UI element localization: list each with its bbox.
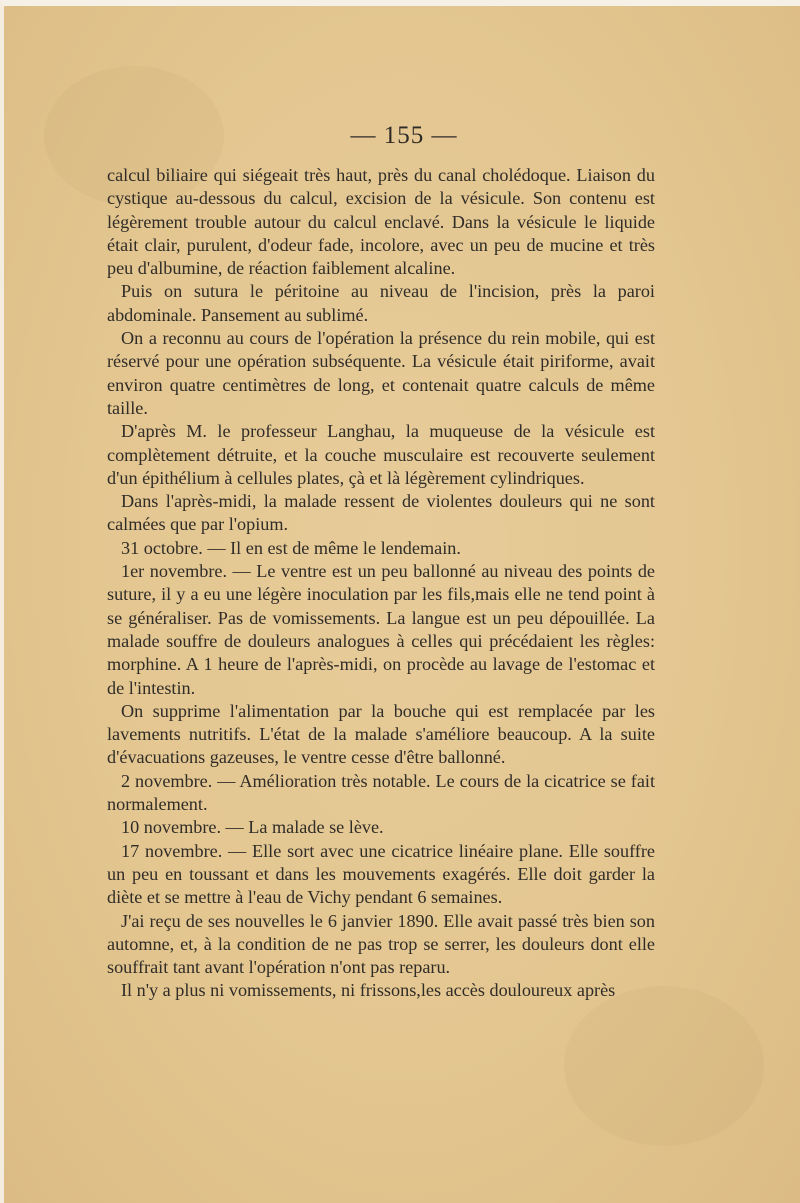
paragraph: Dans l'après-midi, la malade ressent de violentes douleurs qui ne sont calmées que par l'opium. [107, 491, 655, 535]
paragraph: On a reconnu au cours de l'opération la présence du rein mobile, qui est réservé pour une opération subséquente. La vésicule était piriforme, avait environ quatre centimètres de long, et contenait quatre calculs de même taille. [107, 328, 655, 418]
paper-stain [564, 986, 764, 1146]
paragraph: calcul biliaire qui siégeait très haut, près du canal cholédoque. Liaison du cystique au-dessous du calcul, excision de la vésicule. Son contenu est légèrement trouble autour du calcul enclavé. Dans la vésicule le liquide était clair, purulent, d'odeur fade, incolore, avec un peu de mucine et très peu d'albumine, de réaction faiblement alcaline. [107, 165, 655, 279]
page-number: — 155 — [350, 122, 458, 149]
paragraph: 31 octobre. — Il en est de même le lendemain. [121, 537, 461, 558]
paragraph: 2 novembre. — Amélioration très notable. Le cours de la cicatrice se fait normalement. [107, 770, 655, 815]
paragraph: 17 novembre. — Elle sort avec une cicatrice linéaire plane. Elle souffre un peu en toussant et dans les mouvements exagérés. Elle doit garder la diète et se mettre à l'eau de Vichy pendant 6 semaines. [107, 840, 655, 908]
body-text [107, 164, 655, 1003]
paragraph: 1er novembre. — Le ventre est un peu ballonné au niveau des points de suture, il y a eu une légère inoculation par les fils,mais elle ne tend point à se généraliser. Pas de vomissements. La langue est un peu dépouillée. La malade souffre de douleurs analogues à celles qui précédaient les règles: morphine. A 1 heure de l'après-midi, on procède au lavage de l'estomac et de l'intestin. [107, 561, 655, 698]
paragraph: Il n'y a plus ni vomissements, ni frissons,les accès douloureux après [121, 980, 616, 1001]
paragraph: J'ai reçu de ses nouvelles le 6 janvier 1890. Elle avait passé très bien son automne, et, à la condition de ne pas trop se serrer, les douleurs dont elle souffrait tant avant l'opération n'ont pas reparu. [107, 910, 655, 978]
paragraph: Puis on sutura le péritoine au niveau de l'incision, près la paroi abdominale. Pansement au sublimé. [107, 281, 655, 325]
paragraph: D'après M. le professeur Langhau, la muqueuse de la vésicule est complètement détruite, et la couche musculaire est recouverte seulement d'un épithélium à cellules plates, çà et là légèrement cylindriques. [107, 421, 655, 488]
paragraph: 10 novembre. — La malade se lève. [121, 817, 384, 838]
paragraph: On supprime l'alimentation par la bouche qui est remplacée par les lavements nutritifs. L'état de la malade s'améliore beaucoup. A la suite d'évacuations gazeuses, le ventre cesse d'être ballonné. [107, 700, 655, 768]
